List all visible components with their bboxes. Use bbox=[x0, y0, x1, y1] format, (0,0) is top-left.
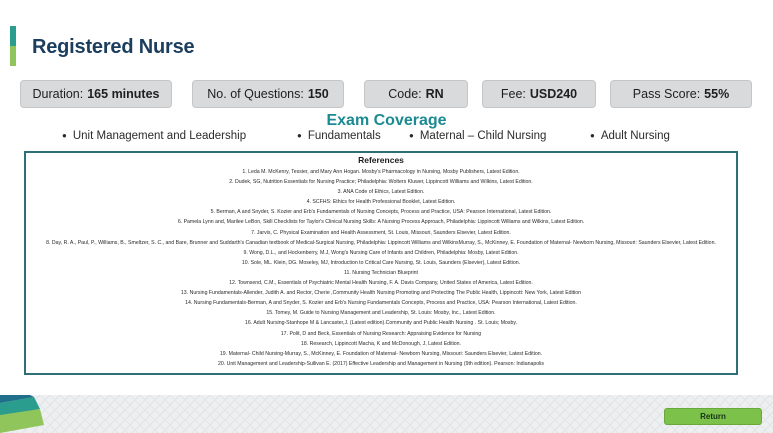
reference-item: 8. Day, R. A., Paul, P., Williams, B., Smeltzer, S. C., and Bare, Brunner and Suddarth's Canadian textbook of Medical-Surgical Nursing, Philadelphia: Lippincott Williams and WilkinsMurray, S., McKinney, E. Foundation of Maternal- Newborn Nursing, Missouri: Saunders Elsevier, Latest Edition. bbox=[46, 239, 716, 246]
title-accent-bar bbox=[10, 26, 16, 66]
stat-pass-score-value: 55% bbox=[704, 87, 730, 101]
reference-item: 18. Research, Lippincott Macha, K and McDonough, J, Latest Edition. bbox=[300, 340, 462, 347]
reference-item: 6. Pamela Lynn and, Marilee LeBon, Skill Checklists for Taylor's Clinical Nursing Skills: A Nursing Process Approach, Philadelphia: Lippincott Williams and Wilkins, Latest Edition. bbox=[177, 219, 585, 226]
reference-item: 14. Nursing Fundamentals-Berman, A and Snyder, S. Kozier and Erb's Nursing Fundamentals Concepts, Process and Practice, USA: Pearson International, Latest Edition. bbox=[185, 300, 577, 307]
reference-item: 12. Townsend, C.M., Essentials of Psychiatric Mental Health Nursing, F. A. Davis Company, United States of America, Latest Edition. bbox=[229, 280, 533, 287]
reference-item: 9. Wong, D.L., and Hockenberry, M.J, Wong's Nursing Care of Infants and Children, Philadelphia: Mosby, Latest Edition. bbox=[243, 249, 519, 256]
coverage-item: ● Adult Nursing bbox=[590, 130, 670, 142]
page-title: Registered Nurse bbox=[32, 36, 195, 58]
reference-item: 2. Dudek, SG, Nutrition Essentials for Nursing Practice; Philadelphia: Wolters Kluwer, Lippincott Williams and Wilkins, Latest Edition. bbox=[229, 179, 533, 186]
stat-questions-value: 150 bbox=[307, 87, 329, 101]
reference-item: 3. ANA Code of Ethics, Latest Edition. bbox=[337, 189, 425, 196]
reference-item: 13. Nursing Fundamentals-Allender, Judith A. and Rector, Cherie ,Community Health Nursing Promoting and Protecting The Public Health, Lippincott: New York, Latest Edition bbox=[180, 290, 582, 297]
coverage-list bbox=[0, 130, 773, 146]
stat-duration-value: 165 minutes bbox=[87, 87, 160, 101]
reference-item: 11. Nursing Technician Blueprint bbox=[344, 269, 418, 276]
coverage-item: ● Unit Management and Leadership bbox=[62, 130, 246, 142]
stat-fee-value: USD240 bbox=[529, 87, 578, 101]
stat-fee bbox=[482, 80, 596, 108]
coverage-item: ● Fundamentals bbox=[297, 130, 381, 142]
reference-item: 15. Tomey, M. Guide to Nursing Management and Leadership, St. Louis: Mosby, Inc., Latest Edition. bbox=[266, 310, 496, 317]
references-title: References bbox=[358, 155, 404, 165]
exam-stats bbox=[20, 80, 752, 108]
reference-item: 4. SCFHS: Ethics for Health Professional Booklet, Latest Edition. bbox=[306, 199, 456, 206]
stat-code bbox=[364, 80, 468, 108]
reference-item: 10. Sole, ML. Klein, DG. Moseley, MJ, Introduction to Critical Care Nursing, St. Louis, Saunders (Elsevier), Latest Edition. bbox=[241, 259, 521, 266]
title-accent-green bbox=[10, 46, 16, 66]
stat-code-label: Code: bbox=[388, 87, 422, 101]
return-button[interactable]: Return bbox=[664, 408, 762, 425]
coverage-title: Exam Coverage bbox=[326, 112, 447, 129]
stat-pass-score bbox=[610, 80, 752, 108]
stat-pass-score-label: Pass Score: bbox=[632, 87, 701, 101]
stat-questions-label: No. of Questions: bbox=[207, 87, 304, 101]
footer-decoration bbox=[0, 395, 773, 433]
reference-item: 19. Maternal- Child Nursing-Murray, S., McKinney, E. Foundation of Maternal- Newborn Nursing, Missouri: Saunders Elsevier, Latest Edition. bbox=[219, 350, 543, 357]
reference-item: 1. Leda M. McKenry, Tessier, and Mary Ann Hogan. Mosby's Pharmacology in Nursing, Mosby Publishers, Latest Edition. bbox=[242, 169, 520, 175]
reference-item: 7. Jarvis, C. Physical Examination and Health Assessment, St. Louis, Missouri, Saunders Elsevier, Latest Edition. bbox=[251, 229, 511, 236]
stat-duration-label: Duration: bbox=[32, 87, 84, 101]
coverage-item: ● Maternal – Child Nursing bbox=[409, 130, 546, 142]
reference-item: 20. Unit Management and Leadership-Sullivan E. (2017) Effective Leadership and Management in Nursing (9th edition). Pearson: Indianapolis bbox=[217, 360, 545, 367]
reference-item: 16. Adult Nursing-Stanhope M & Lancaster,J. (Latest edition).Community and Public Health Nursing . St. Louis; Mosby. bbox=[244, 320, 518, 327]
stat-fee-label: Fee: bbox=[500, 87, 526, 101]
references-panel bbox=[24, 151, 738, 375]
stat-duration bbox=[20, 80, 172, 108]
stat-code-value: RN bbox=[425, 87, 444, 101]
footer-bar bbox=[0, 395, 773, 433]
reference-item: 5. Berman, A and Snyder, S. Kozier and Erb's Fundamentals of Nursing Concepts, Process and Practice, USA: Pearson International, Latest Edition. bbox=[210, 209, 552, 216]
title-accent-teal bbox=[10, 26, 16, 46]
stat-questions bbox=[192, 80, 344, 108]
reference-item: 17. Polit, D and Beck, Essentials of Nursing Research: Appraising Evidence for Nursing bbox=[280, 330, 482, 337]
